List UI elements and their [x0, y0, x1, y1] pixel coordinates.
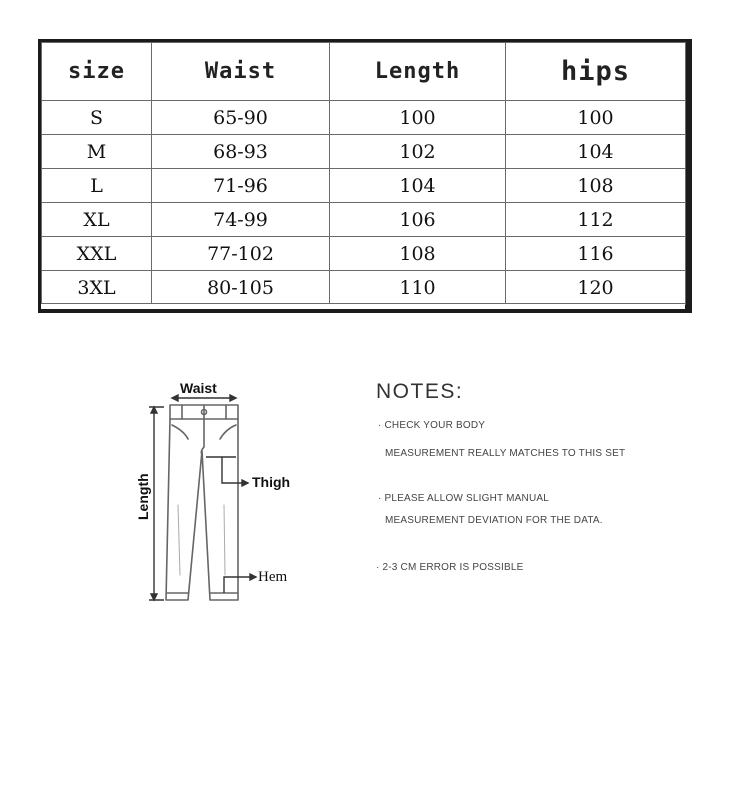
notes-title: NOTES: [376, 380, 464, 403]
notes-section [376, 380, 696, 573]
cell-size: M [42, 135, 152, 169]
pants-measurement-diagram [130, 375, 330, 615]
table-row [42, 203, 686, 237]
note-line-5: · 2-3 CM ERROR IS POSSIBLE [376, 562, 524, 573]
cell-length: 104 [330, 169, 506, 203]
table-bottom-edge [41, 303, 685, 309]
cell-hips: 112 [506, 203, 686, 237]
cell-waist: 80-105 [152, 271, 330, 305]
cell-hips: 120 [506, 271, 686, 305]
note-line-4: MEASUREMENT DEVIATION FOR THE DATA. [385, 515, 603, 526]
cell-waist: 71-96 [152, 169, 330, 203]
header-waist: Waist [152, 43, 330, 101]
cell-length: 108 [330, 237, 506, 271]
cell-length: 106 [330, 203, 506, 237]
cell-size: XL [42, 203, 152, 237]
pants-diagram-svg [130, 375, 330, 615]
cell-waist: 65-90 [152, 101, 330, 135]
size-chart-frame [38, 39, 692, 313]
cell-length: 110 [330, 271, 506, 305]
cell-size: 3XL [42, 271, 152, 305]
cell-size: XXL [42, 237, 152, 271]
cell-size: L [42, 169, 152, 203]
table-row [42, 101, 686, 135]
note-line-2: MEASUREMENT REALLY MATCHES TO THIS SET [385, 448, 626, 459]
table-row [42, 169, 686, 203]
cell-hips: 100 [506, 101, 686, 135]
waist-label: Waist [180, 380, 217, 396]
thigh-label: Thigh [252, 474, 291, 490]
cell-waist: 68-93 [152, 135, 330, 169]
table-row [42, 135, 686, 169]
table-row [42, 237, 686, 271]
pants-outline [166, 419, 238, 600]
size-table [41, 42, 686, 305]
header-size: size [42, 43, 152, 101]
cell-hips: 116 [506, 237, 686, 271]
cell-hips: 104 [506, 135, 686, 169]
note-line-3: · PLEASE ALLOW SLIGHT MANUAL [378, 493, 550, 504]
cell-size: S [42, 101, 152, 135]
table-row [42, 271, 686, 305]
hem-label: Hem [258, 569, 288, 585]
size-chart [41, 42, 685, 309]
cell-waist: 74-99 [152, 203, 330, 237]
header-length: Length [330, 43, 506, 101]
note-line-1: · CHECK YOUR BODY [378, 420, 486, 431]
cell-hips: 108 [506, 169, 686, 203]
cell-length: 102 [330, 135, 506, 169]
header-hips: hips [506, 43, 686, 101]
length-label: Length [135, 473, 151, 520]
table-header-row [42, 43, 686, 101]
cell-length: 100 [330, 101, 506, 135]
cell-waist: 77-102 [152, 237, 330, 271]
